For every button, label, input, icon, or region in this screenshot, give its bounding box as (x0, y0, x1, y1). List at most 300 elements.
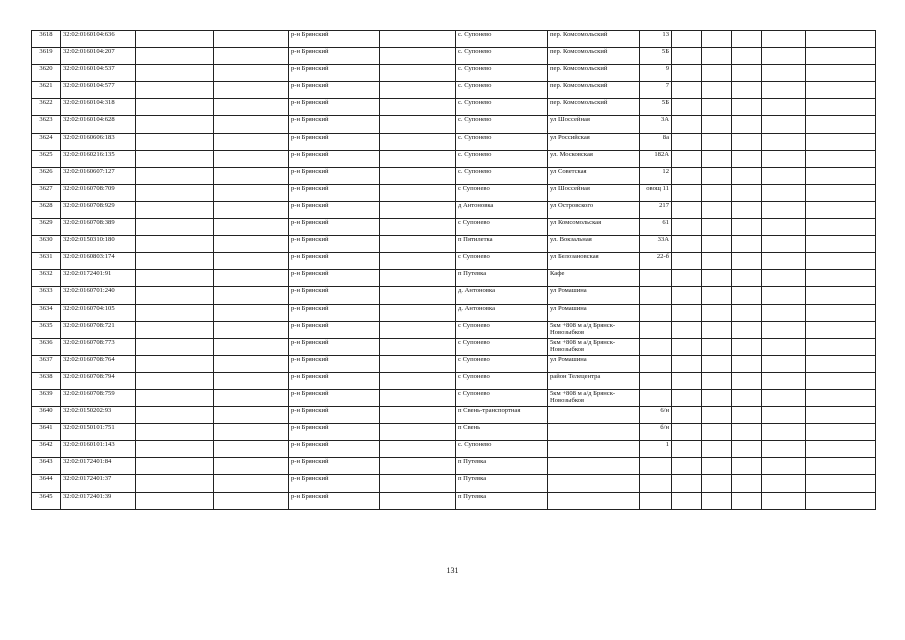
street-cell: пер. Комсомольский (548, 31, 640, 48)
street-cell: Кафе (548, 270, 640, 287)
locality-cell: д. Антоновка (456, 287, 548, 304)
row-number-cell: 3623 (32, 116, 61, 133)
locality-cell: п Свень-транспортная (456, 407, 548, 424)
empty-cell (762, 441, 806, 458)
house-number-cell: 8а (640, 133, 672, 150)
locality-cell: с. Супонево (456, 99, 548, 116)
empty-cell (702, 389, 732, 406)
empty-cell (136, 389, 214, 406)
house-number-cell: 61 (640, 219, 672, 236)
cadastral-number-cell: 32:02:0160803:174 (61, 253, 136, 270)
empty-cell (806, 389, 876, 406)
empty-cell (136, 116, 214, 133)
house-number-cell: 22-б (640, 253, 672, 270)
empty-cell (762, 48, 806, 65)
house-number-cell: 5Б (640, 99, 672, 116)
empty-cell (672, 492, 702, 509)
street-cell: ул Шоссейная (548, 116, 640, 133)
house-number-cell: 13 (640, 31, 672, 48)
empty-cell (136, 82, 214, 99)
empty-cell (136, 48, 214, 65)
empty-cell (732, 441, 762, 458)
locality-cell: с. Супонево (456, 65, 548, 82)
empty-cell (702, 31, 732, 48)
row-number-cell: 3626 (32, 167, 61, 184)
row-number-cell: 3642 (32, 441, 61, 458)
empty-cell (214, 458, 289, 475)
cadastral-number-cell: 32:02:0160104:318 (61, 99, 136, 116)
district-cell: р-н Брянский (289, 475, 380, 492)
table-row (32, 82, 876, 99)
empty-cell (806, 219, 876, 236)
empty-cell (214, 389, 289, 406)
empty-cell (702, 492, 732, 509)
table-row (32, 116, 876, 133)
house-number-cell (640, 287, 672, 304)
district-cell: р-н Брянский (289, 48, 380, 65)
empty-cell (732, 82, 762, 99)
empty-cell (672, 48, 702, 65)
empty-cell (380, 150, 456, 167)
empty-cell (732, 389, 762, 406)
row-number-cell: 3622 (32, 99, 61, 116)
empty-cell (672, 236, 702, 253)
empty-cell (702, 475, 732, 492)
empty-cell (806, 287, 876, 304)
cadastral-number-cell: 32:02:0172401:91 (61, 270, 136, 287)
empty-cell (806, 65, 876, 82)
district-cell: р-н Брянский (289, 389, 380, 406)
empty-cell (732, 424, 762, 441)
street-cell (548, 492, 640, 509)
district-cell: р-н Брянский (289, 304, 380, 321)
house-number-cell (640, 475, 672, 492)
house-number-cell (640, 270, 672, 287)
row-number-cell: 3625 (32, 150, 61, 167)
empty-cell (214, 219, 289, 236)
street-cell: ул. Московская (548, 150, 640, 167)
table-row (32, 99, 876, 116)
table-row (32, 407, 876, 424)
empty-cell (702, 304, 732, 321)
empty-cell (214, 270, 289, 287)
empty-cell (806, 270, 876, 287)
district-cell: р-н Брянский (289, 31, 380, 48)
empty-cell (672, 116, 702, 133)
empty-cell (672, 338, 702, 355)
empty-cell (380, 389, 456, 406)
district-cell: р-н Брянский (289, 492, 380, 509)
table-row (32, 270, 876, 287)
table-row (32, 458, 876, 475)
empty-cell (136, 150, 214, 167)
street-cell: 5км +808 м а/д Брянск-Новозыбков (548, 321, 640, 338)
empty-cell (380, 441, 456, 458)
empty-cell (702, 82, 732, 99)
empty-cell (732, 31, 762, 48)
row-number-cell: 3632 (32, 270, 61, 287)
row-number-cell: 3633 (32, 287, 61, 304)
empty-cell (672, 65, 702, 82)
empty-cell (762, 492, 806, 509)
locality-cell: с Супонево (456, 338, 548, 355)
district-cell: р-н Брянский (289, 270, 380, 287)
empty-cell (762, 99, 806, 116)
empty-cell (702, 458, 732, 475)
empty-cell (136, 270, 214, 287)
cadastral-number-cell: 32:02:0160708:721 (61, 321, 136, 338)
empty-cell (762, 116, 806, 133)
empty-cell (732, 116, 762, 133)
empty-cell (762, 65, 806, 82)
empty-cell (214, 201, 289, 218)
empty-cell (214, 48, 289, 65)
district-cell: р-н Брянский (289, 321, 380, 338)
house-number-cell: 12 (640, 167, 672, 184)
empty-cell (762, 475, 806, 492)
empty-cell (702, 236, 732, 253)
row-number-cell: 3636 (32, 338, 61, 355)
cadastral-number-cell: 32:02:0160104:537 (61, 65, 136, 82)
empty-cell (136, 65, 214, 82)
empty-cell (806, 31, 876, 48)
empty-cell (732, 372, 762, 389)
empty-cell (214, 424, 289, 441)
empty-cell (136, 167, 214, 184)
empty-cell (762, 355, 806, 372)
empty-cell (762, 184, 806, 201)
district-cell: р-н Брянский (289, 184, 380, 201)
empty-cell (762, 253, 806, 270)
empty-cell (806, 48, 876, 65)
empty-cell (732, 253, 762, 270)
table-row (32, 338, 876, 355)
locality-cell: с. Супонево (456, 48, 548, 65)
row-number-cell: 3643 (32, 458, 61, 475)
district-cell: р-н Брянский (289, 441, 380, 458)
house-number-cell: 6/н (640, 407, 672, 424)
empty-cell (732, 219, 762, 236)
empty-cell (136, 253, 214, 270)
empty-cell (806, 133, 876, 150)
district-cell: р-н Брянский (289, 167, 380, 184)
empty-cell (214, 65, 289, 82)
locality-cell: п Пятилетка (456, 236, 548, 253)
empty-cell (380, 99, 456, 116)
empty-cell (702, 338, 732, 355)
row-number-cell: 3635 (32, 321, 61, 338)
locality-cell: с Супонево (456, 184, 548, 201)
empty-cell (762, 31, 806, 48)
street-cell: ул Белозановская (548, 253, 640, 270)
locality-cell: с Супонево (456, 355, 548, 372)
locality-cell: с. Супонево (456, 82, 548, 99)
empty-cell (702, 219, 732, 236)
street-cell: пер. Комсомольский (548, 65, 640, 82)
empty-cell (732, 458, 762, 475)
empty-cell (380, 201, 456, 218)
row-number-cell: 3640 (32, 407, 61, 424)
empty-cell (762, 372, 806, 389)
row-number-cell: 3639 (32, 389, 61, 406)
empty-cell (672, 201, 702, 218)
table-row (32, 492, 876, 509)
empty-cell (136, 99, 214, 116)
cadastral-number-cell: 32:02:0160701:240 (61, 287, 136, 304)
locality-cell: с. Супонево (456, 441, 548, 458)
register-table (31, 30, 876, 510)
district-cell: р-н Брянский (289, 219, 380, 236)
empty-cell (136, 304, 214, 321)
empty-cell (672, 270, 702, 287)
empty-cell (762, 338, 806, 355)
row-number-cell: 3644 (32, 475, 61, 492)
cadastral-number-cell: 32:02:0160607:127 (61, 167, 136, 184)
house-number-cell (640, 321, 672, 338)
cadastral-number-cell: 32:02:0150101:751 (61, 424, 136, 441)
district-cell: р-н Брянский (289, 355, 380, 372)
cadastral-number-cell: 32:02:0160606:183 (61, 133, 136, 150)
empty-cell (732, 338, 762, 355)
row-number-cell: 3645 (32, 492, 61, 509)
table-row (32, 48, 876, 65)
cadastral-number-cell: 32:02:0160101:143 (61, 441, 136, 458)
empty-cell (214, 321, 289, 338)
empty-cell (762, 82, 806, 99)
street-cell (548, 441, 640, 458)
empty-cell (806, 355, 876, 372)
empty-cell (702, 355, 732, 372)
street-cell: ул. Вокзальная (548, 236, 640, 253)
empty-cell (732, 48, 762, 65)
empty-cell (732, 270, 762, 287)
locality-cell: д Антоновка (456, 201, 548, 218)
empty-cell (702, 201, 732, 218)
empty-cell (762, 389, 806, 406)
empty-cell (214, 372, 289, 389)
empty-cell (380, 355, 456, 372)
empty-cell (136, 133, 214, 150)
empty-cell (136, 441, 214, 458)
empty-cell (806, 150, 876, 167)
house-number-cell (640, 458, 672, 475)
empty-cell (214, 150, 289, 167)
empty-cell (672, 133, 702, 150)
empty-cell (380, 458, 456, 475)
empty-cell (214, 116, 289, 133)
district-cell: р-н Брянский (289, 82, 380, 99)
empty-cell (672, 475, 702, 492)
table-row (32, 475, 876, 492)
empty-cell (380, 133, 456, 150)
empty-cell (672, 441, 702, 458)
row-number-cell: 3627 (32, 184, 61, 201)
table-row (32, 184, 876, 201)
row-number-cell: 3629 (32, 219, 61, 236)
cadastral-number-cell: 32:02:0172401:84 (61, 458, 136, 475)
empty-cell (214, 304, 289, 321)
district-cell: р-н Брянский (289, 407, 380, 424)
street-cell: 5км +808 м а/д Брянск-Новозыбков (548, 338, 640, 355)
locality-cell: с. Супонево (456, 150, 548, 167)
district-cell: р-н Брянский (289, 424, 380, 441)
row-number-cell: 3638 (32, 372, 61, 389)
empty-cell (762, 236, 806, 253)
empty-cell (380, 287, 456, 304)
street-cell (548, 407, 640, 424)
empty-cell (672, 321, 702, 338)
locality-cell: с. Супонево (456, 31, 548, 48)
empty-cell (136, 424, 214, 441)
district-cell: р-н Брянский (289, 116, 380, 133)
empty-cell (136, 407, 214, 424)
empty-cell (732, 304, 762, 321)
empty-cell (214, 338, 289, 355)
cadastral-number-cell: 32:02:0160104:207 (61, 48, 136, 65)
empty-cell (214, 492, 289, 509)
cadastral-number-cell: 32:02:0172401:39 (61, 492, 136, 509)
house-number-cell: 182А (640, 150, 672, 167)
empty-cell (732, 184, 762, 201)
empty-cell (380, 116, 456, 133)
table-row (32, 65, 876, 82)
empty-cell (380, 65, 456, 82)
table-row (32, 424, 876, 441)
cadastral-number-cell: 32:02:0160708:929 (61, 201, 136, 218)
row-number-cell: 3637 (32, 355, 61, 372)
empty-cell (702, 372, 732, 389)
empty-cell (732, 407, 762, 424)
empty-cell (136, 475, 214, 492)
empty-cell (380, 253, 456, 270)
empty-cell (136, 201, 214, 218)
empty-cell (702, 99, 732, 116)
locality-cell: с. Супонево (456, 133, 548, 150)
empty-cell (214, 184, 289, 201)
empty-cell (672, 184, 702, 201)
empty-cell (380, 219, 456, 236)
row-number-cell: 3641 (32, 424, 61, 441)
table-row (32, 201, 876, 218)
empty-cell (702, 287, 732, 304)
empty-cell (732, 133, 762, 150)
empty-cell (380, 424, 456, 441)
empty-cell (672, 304, 702, 321)
empty-cell (732, 99, 762, 116)
house-number-cell (640, 389, 672, 406)
cadastral-number-cell: 32:02:0160708:759 (61, 389, 136, 406)
street-cell: ул Комсомольская (548, 219, 640, 236)
empty-cell (732, 150, 762, 167)
cadastral-number-cell: 32:02:0160104:636 (61, 31, 136, 48)
empty-cell (136, 31, 214, 48)
street-cell: ул Советская (548, 167, 640, 184)
empty-cell (214, 99, 289, 116)
empty-cell (214, 287, 289, 304)
street-cell: ул Шоссейная (548, 184, 640, 201)
cadastral-number-cell: 32:02:0160704:105 (61, 304, 136, 321)
empty-cell (702, 184, 732, 201)
table-row (32, 355, 876, 372)
empty-cell (214, 475, 289, 492)
house-number-cell: 3А (640, 116, 672, 133)
table-row (32, 287, 876, 304)
locality-cell: с Супонево (456, 219, 548, 236)
empty-cell (380, 270, 456, 287)
row-number-cell: 3620 (32, 65, 61, 82)
empty-cell (806, 116, 876, 133)
row-number-cell: 3634 (32, 304, 61, 321)
house-number-cell: овощ 11 (640, 184, 672, 201)
street-cell: ул Российская (548, 133, 640, 150)
empty-cell (672, 355, 702, 372)
locality-cell: п Свень (456, 424, 548, 441)
district-cell: р-н Брянский (289, 236, 380, 253)
empty-cell (762, 304, 806, 321)
empty-cell (732, 475, 762, 492)
locality-cell: с. Супонево (456, 116, 548, 133)
locality-cell: п Путевка (456, 475, 548, 492)
cadastral-number-cell: 32:02:0160216:135 (61, 150, 136, 167)
page-number: 131 (446, 566, 459, 575)
house-number-cell: 9 (640, 65, 672, 82)
empty-cell (762, 270, 806, 287)
empty-cell (136, 236, 214, 253)
street-cell: пер. Комсомольский (548, 82, 640, 99)
empty-cell (732, 492, 762, 509)
district-cell: р-н Брянский (289, 287, 380, 304)
empty-cell (136, 321, 214, 338)
locality-cell: с Супонево (456, 253, 548, 270)
empty-cell (806, 321, 876, 338)
empty-cell (672, 389, 702, 406)
empty-cell (702, 321, 732, 338)
empty-cell (702, 167, 732, 184)
district-cell: р-н Брянский (289, 201, 380, 218)
empty-cell (380, 407, 456, 424)
table-row (32, 304, 876, 321)
street-cell: пер. Комсомольский (548, 99, 640, 116)
empty-cell (380, 31, 456, 48)
empty-cell (806, 236, 876, 253)
locality-cell: п Путевка (456, 492, 548, 509)
table-row (32, 150, 876, 167)
row-number-cell: 3624 (32, 133, 61, 150)
street-cell: ул Ромашина (548, 304, 640, 321)
locality-cell: п Путевка (456, 458, 548, 475)
table-row (32, 389, 876, 406)
empty-cell (214, 236, 289, 253)
house-number-cell (640, 338, 672, 355)
empty-cell (380, 304, 456, 321)
house-number-cell: 7 (640, 82, 672, 99)
district-cell: р-н Брянский (289, 253, 380, 270)
empty-cell (672, 253, 702, 270)
table-row (32, 133, 876, 150)
street-cell: ул Ромашина (548, 355, 640, 372)
district-cell: р-н Брянский (289, 133, 380, 150)
street-cell (548, 475, 640, 492)
cadastral-number-cell: 32:02:0150202:93 (61, 407, 136, 424)
district-cell: р-н Брянский (289, 99, 380, 116)
empty-cell (702, 270, 732, 287)
district-cell: р-н Брянский (289, 458, 380, 475)
table-row (32, 253, 876, 270)
empty-cell (672, 458, 702, 475)
row-number-cell: 3618 (32, 31, 61, 48)
empty-cell (702, 424, 732, 441)
empty-cell (806, 458, 876, 475)
